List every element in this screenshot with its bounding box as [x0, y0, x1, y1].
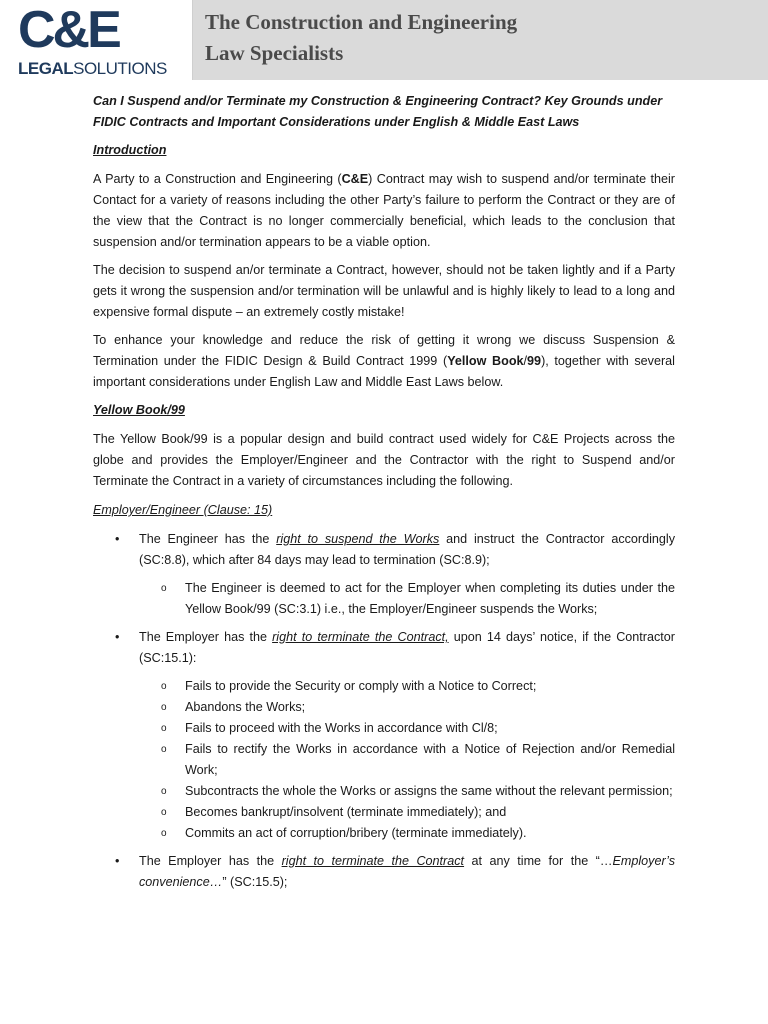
- header-banner: [192, 0, 768, 80]
- logo-mark: C&E: [18, 1, 119, 59]
- p3-text-bold-2: 99: [527, 354, 542, 368]
- paragraph-intro-1: [93, 169, 675, 253]
- paragraph-intro-3: [93, 330, 675, 393]
- logo-subtitle: [18, 59, 178, 79]
- b3-text-emph: right to terminate the Contract: [281, 854, 465, 868]
- section-heading-introduction: Introduction: [93, 143, 167, 157]
- sub-list-item: o Subcontracts the whole the Works or assigns the same without the relevant permission;: [139, 781, 675, 802]
- subsection-heading-employer-engineer: Employer/Engineer (Clause: 15): [93, 503, 273, 517]
- paragraph-yellow-book: The Yellow Book/99 is a popular design and build contract used widely for C&E Projects across the globe and provides the Employer/Engineer and the Contractor with the right to Suspend and/or Terminate the Contract in a variety of circumstances including the following.: [93, 432, 675, 488]
- sub-list-item: o Abandons the Works;: [139, 697, 675, 718]
- list-item: [93, 627, 675, 844]
- sub-list-item: o Fails to proceed with the Works in accordance with Cl/8;: [139, 718, 675, 739]
- list-item: [93, 851, 675, 893]
- p3-text-a: To enhance your knowledge and reduce the risk of getting it wrong we discuss Suspension & Termination under the FIDIC Design & Build Contract 1999 (: [93, 333, 675, 368]
- list-item: [93, 529, 675, 620]
- sub-bullet-list: [139, 676, 675, 844]
- sub-list-item: o Commits an act of corruption/bribery (terminate immediately).: [139, 823, 675, 844]
- logo-subtitle-rest: SOLUTIONS: [73, 59, 167, 78]
- p3-text-e: ), together with several important considerations under English Law and Middle East Laws below.: [93, 354, 675, 389]
- b3-text-e: ” (SC:15.5);: [222, 875, 288, 889]
- document-title: Can I Suspend and/or Terminate my Construction & Engineering Contract? Key Grounds under FIDIC Contracts and Important Considerations under English & Middle East Laws: [93, 94, 663, 129]
- b2-text-c: upon 14 days’ notice, if the Contractor (SC:15.1):: [139, 630, 675, 665]
- b3-text-italic: Employer’s convenience…: [139, 854, 675, 889]
- b2-text-a: The Employer has the: [139, 630, 273, 644]
- sub-list-item: o Fails to provide the Security or comply with a Notice to Correct;: [139, 676, 675, 697]
- b1-text-emph: right to suspend the Works: [276, 532, 440, 546]
- p1-text-a: A Party to a Construction and Engineering (: [93, 172, 342, 186]
- page-header: [0, 0, 768, 82]
- section-heading-yellow-book: Yellow Book/99: [93, 403, 185, 417]
- bullet-list: [93, 529, 675, 893]
- sub-bullet-list: [139, 578, 675, 620]
- paragraph-intro-2: The decision to suspend an/or terminate a Contract, however, should not be taken lightly and if a Party gets it wrong the suspension and/or termination will be unlawful and is highly likely to lead to a long and expensive formal dispute – an extremely costly mistake!: [93, 263, 675, 319]
- sub-list-item: o The Engineer is deemed to act for the Employer when completing its duties under the Yellow Book/99 (SC:3.1) i.e., the Employer/Engineer suspends the Works;: [139, 578, 675, 620]
- sub-list-item: o Becomes bankrupt/insolvent (terminate immediately); and: [139, 802, 675, 823]
- p1-text-bold: C&E: [341, 172, 369, 186]
- b3-text-c: at any time for the “…: [464, 854, 613, 868]
- p1-text-c: ) Contract may wish to suspend and/or terminate their Contact for a variety of reasons including the other Party’s failure to perform the Contract or they are of the view that the Contract is no longer commercially beneficial, which leads to the conclusion that suspension and/or termination appears to be a viable option.: [93, 172, 675, 249]
- sub-list-item: o Fails to rectify the Works in accordance with a Notice of Rejection and/or Remedial Work;: [139, 739, 675, 781]
- b2-text-emph: right to terminate the Contract,: [272, 630, 449, 644]
- b1-text-c: and instruct the Contractor accordingly (SC:8.8), which after 84 days may lead to termination (SC:8.9);: [139, 532, 676, 567]
- b3-text-a: The Employer has the: [139, 854, 282, 868]
- p3-text-bold-1: Yellow Book: [447, 354, 524, 368]
- document-body: [93, 91, 675, 893]
- company-logo: [18, 1, 178, 82]
- p3-text-slash: /: [523, 354, 528, 368]
- banner-title: The Construction and Engineering Law Specialists: [205, 10, 518, 65]
- b1-text-a: The Engineer has the: [139, 532, 277, 546]
- logo-subtitle-bold: LEGAL: [18, 59, 74, 78]
